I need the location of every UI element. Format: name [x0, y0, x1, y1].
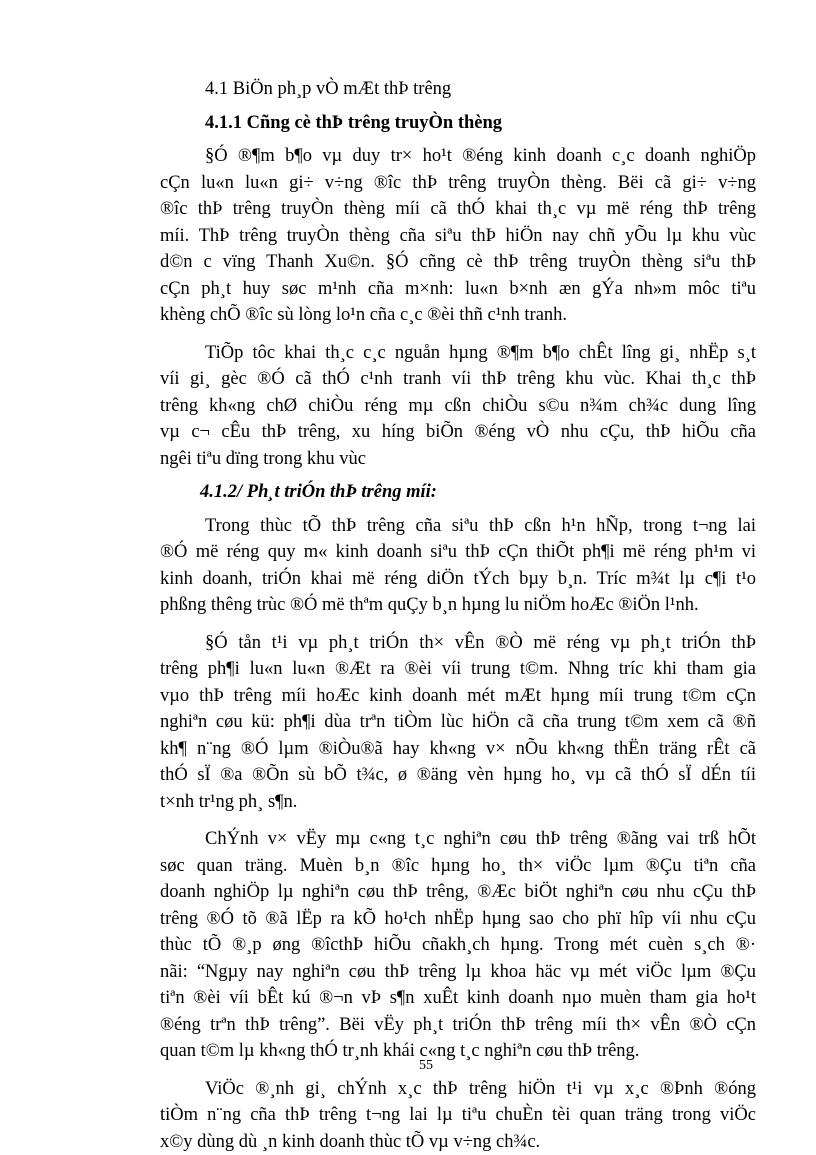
subsection-heading-1: 4.1.1 Cñng cè thÞ trêng truyÒn thèng: [160, 110, 756, 137]
text-line: vµo thÞ trêng míi hoÆc kinh doanh mét mÆt hµng míi trung t©m cÇn: [160, 683, 756, 710]
text-line: §Ó tån t¹i vµ ph¸t triÓn th× vÊn ®Ò më réng vµ ph¸t triÓn thÞ: [160, 630, 756, 657]
text-line: trêng ®Ó tõ ®ã lËp ra kÕ ho¹ch nhËp hµng sao cho phï hîp víi nhu cÇu: [160, 906, 756, 933]
paragraph-market-research: [160, 826, 756, 1065]
text-line: tiªn ®èi víi bÊt kú ®¬n vÞ s¶n xuÊt kinh doanh nµo muèn tham gia ho¹t: [160, 985, 756, 1012]
text-line: kinh doanh, triÓn khai më réng diÖn tÝch bµy b¸n. Tríc m¾t lµ c¶i t¹o: [160, 566, 756, 593]
text-line: §Ó ®¶m b¶o vµ duy tr× ho¹t ®éng kinh doanh c¸c doanh nghiÖp: [160, 143, 756, 170]
text-line: d©n c vïng Thanh Xu©n. §Ó cñng cè thÞ trêng truyÒn thèng siªu thÞ: [160, 249, 756, 276]
text-line: cÇn lu«n lu«n gi÷ v÷ng ®îc thÞ trêng truyÒn thèng. Bëi cã gi÷ v÷ng: [160, 170, 756, 197]
text-line: trêng ph¶i lu«n lu«n ®Æt ra ®èi víi trung t©m. Nhng tríc khi tham gia: [160, 656, 756, 683]
text-line: phßng thêng trùc ®Ó më thªm quÇy b¸n hµng lu niÖm hoÆc ®iÖn l¹nh.: [160, 592, 756, 619]
text-line: khèng chÕ ®îc sù lòng lo¹n cña c¸c ®èi thñ c¹nh tranh.: [160, 302, 756, 329]
text-line: Trong thùc tÕ thÞ trêng cña siªu thÞ cßn h¹n hÑp, trong t¬ng lai: [160, 513, 756, 540]
text-line: ViÖc ®¸nh gi¸ chÝnh x¸c thÞ trêng hiÖn t¹i vµ x¸c ®Þnh ®óng: [160, 1076, 756, 1103]
text-line: tiÒm n¨ng cña thÞ trêng t¬ng lai lµ tiªu chuÈn tèi quan träng trong viÖc: [160, 1102, 756, 1129]
paragraph-market-evaluation: [160, 1076, 756, 1155]
text-line: TiÕp tôc khai th¸c c¸c nguån hµng ®¶m b¶o chÊt lîng gi¸ nhËp s¸t: [160, 340, 756, 367]
text-line: ®Ó më réng quy m« kinh doanh siªu thÞ cÇn thiÕt ph¶i më réng ph¹m vi: [160, 539, 756, 566]
text-line: thùc tÕ ®¸p øng ®îcthÞ hiÕu cñakh¸ch hµng. Trong mét cuèn s¸ch ®·: [160, 932, 756, 959]
text-line: t×nh tr¹ng ph¸ s¶n.: [160, 789, 756, 816]
text-line: nghiªn cøu kü: ph¶i dùa trªn tiÒm lùc hiÖn cã cña trung t©m xem cã ®ñ: [160, 709, 756, 736]
section-heading: 4.1 BiÖn ph¸p vÒ mÆt thÞ trêng: [160, 76, 756, 103]
text-line: ®éng trªn thÞ trêng”. Bëi vËy ph¸t triÓn thÞ trêng míi th× vÊn ®Ò cÇn: [160, 1012, 756, 1039]
paragraph-traditional-market-1: [160, 143, 756, 329]
text-line: víi gi¸ gèc ®Ó cã thÓ c¹nh tranh víi thÞ trêng khu vùc. Khai th¸c thÞ: [160, 366, 756, 393]
text-line: doanh nghiÖp lµ nghiªn cøu thÞ trêng, ®Æc biÖt nghiªn cøu nhu cÇu thÞ: [160, 879, 756, 906]
text-line: thÓ sÏ ®a ®Õn sù bÕ t¾c, ø ®äng vèn hµng ho¸ vµ cã thÓ sÏ dÉn tíi: [160, 762, 756, 789]
paragraph-traditional-market-2: [160, 340, 756, 473]
text-line: nãi: “Ngµy nay nghiªn cøu thÞ trêng lµ khoa häc vµ mét viÖc lµm ®Çu: [160, 959, 756, 986]
page-number: 55: [0, 1058, 816, 1074]
text-line: quan t©m lµ kh«ng thÓ tr¸nh khái c«ng t¸c nghiªn cøu thÞ trêng.: [160, 1038, 756, 1065]
text-line: søc quan träng. Muèn b¸n ®îc hµng ho¸ th× viÖc lµm ®Çu tiªn cña: [160, 853, 756, 880]
paragraph-new-market-1: [160, 513, 756, 619]
text-line: ngêi tiªu dïng trong khu vùc: [160, 446, 756, 473]
text-line: trêng kh«ng chØ chiÒu réng mµ cßn chiÒu s©u n¾m ch¾c dung lîng: [160, 393, 756, 420]
paragraph-new-market-2: [160, 630, 756, 816]
subsection-heading-2: 4.1.2/ Ph¸t triÓn thÞ trêng míi:: [160, 479, 756, 506]
page-body: [160, 76, 756, 1155]
text-line: cÇn ph¸t huy søc m¹nh cña m×nh: lu«n b×nh æn gÝa nh»m môc tiªu: [160, 276, 756, 303]
text-line: ®îc thÞ trêng truyÒn thèng míi cã thÓ khai th¸c vµ më réng thÞ trêng: [160, 196, 756, 223]
text-line: x©y dùng dù ¸n kinh doanh thùc tÕ vµ v÷ng ch¾c.: [160, 1129, 756, 1155]
text-line: ChÝnh v× vËy mµ c«ng t¸c nghiªn cøu thÞ trêng ®ãng vai trß hÕt: [160, 826, 756, 853]
text-line: vµ c¬ cÊu thÞ trêng, xu híng biÕn ®éng vÒ nhu cÇu, thÞ hiÕu cña: [160, 419, 756, 446]
text-line: míi. ThÞ trêng truyÒn thèng cña siªu thÞ hiÖn nay chñ yÕu lµ khu vùc: [160, 223, 756, 250]
text-line: kh¶ n¨ng ®Ó lµm ®iÒu®ã hay kh«ng v× nÕu kh«ng thËn träng rÊt cã: [160, 736, 756, 763]
